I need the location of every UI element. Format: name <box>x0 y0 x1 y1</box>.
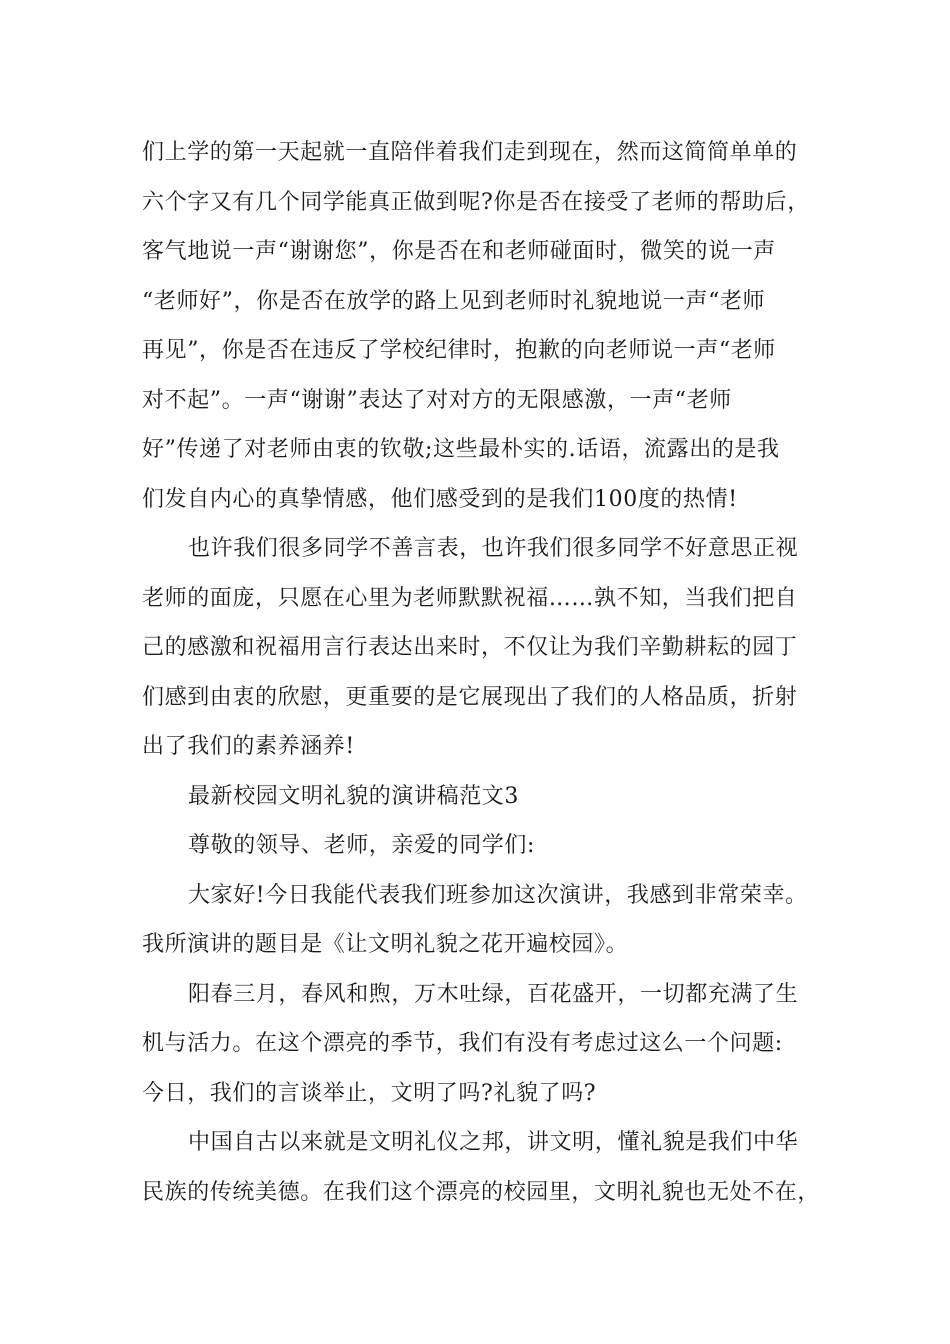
text-line: 己的感激和祝福用言行表达出来时，不仅让为我们辛勤耕耘的园丁 <box>142 635 798 660</box>
paragraph-first-line: 阳春三月，春风和煦，万木吐绿，百花盛开，一切都充满了生 <box>188 981 799 1007</box>
text-line: 出了我们的素养涵养! <box>142 734 355 759</box>
text-line: 六个字又有几个同学能真正做到呢?你是否在接受了老师的帮助后， <box>142 189 810 215</box>
text-line: 好”传递了对老师由衷的钦敬;这些最朴实的.话语，流露出的是我 <box>142 437 780 462</box>
text-line: 们感到由衷的欣慰，更重要的是它展现出了我们的人格品质，折射 <box>142 684 798 710</box>
text-line: 再见”，你是否在违反了学校纪律时，抱歉的向老师说一声“老师 <box>142 338 776 363</box>
text-line: 老师的面庞，只愿在心里为老师默默祝福……孰不知，当我们把自 <box>142 585 798 611</box>
text-line: 我所演讲的题目是《让文明礼貌之花开遍校园》。 <box>142 932 629 957</box>
paragraph-first-line: 也许我们很多同学不善言表，也许我们很多同学不好意思正视 <box>188 536 799 561</box>
text-line: 民族的传统美德。在我们这个漂亮的校园里，文明礼貌也无处不在， <box>142 1179 821 1205</box>
text-line: 客气地说一声“谢谢您”，你是否在和老师碰面时，微笑的说一声 <box>142 239 776 264</box>
paragraph-first-line: 中国自古以来就是文明礼仪之邦，讲文明，懂礼貌是我们中华 <box>188 1130 799 1155</box>
section-heading: 最新校园文明礼貌的演讲稿范文3 <box>188 783 519 809</box>
text-line: 今日，我们的言谈举止，文明了吗?礼貌了吗? <box>142 1080 597 1106</box>
text-line: 机与活力。在这个漂亮的季节，我们有没有考虑过这么一个问题: <box>142 1031 783 1056</box>
salutation: 尊敬的领导、老师，亲爱的同学们: <box>188 833 536 858</box>
text-line: 们发自内心的真挚情感，他们感受到的是我们100度的热情! <box>142 486 738 512</box>
document-body <box>142 128 822 1217</box>
text-line: 们上学的第一天起就一直陪伴着我们走到现在，然而这简简单单的 <box>142 140 798 165</box>
text-line: “老师好”，你是否在放学的路上见到老师时礼貌地说一声“老师 <box>142 288 766 314</box>
text-line: 对不起”。一声“谢谢”表达了对对方的无限感激，一声“老师 <box>142 387 732 413</box>
paragraph-first-line: 大家好!今日我能代表我们班参加这次演讲，我感到非常荣幸。 <box>188 882 808 908</box>
